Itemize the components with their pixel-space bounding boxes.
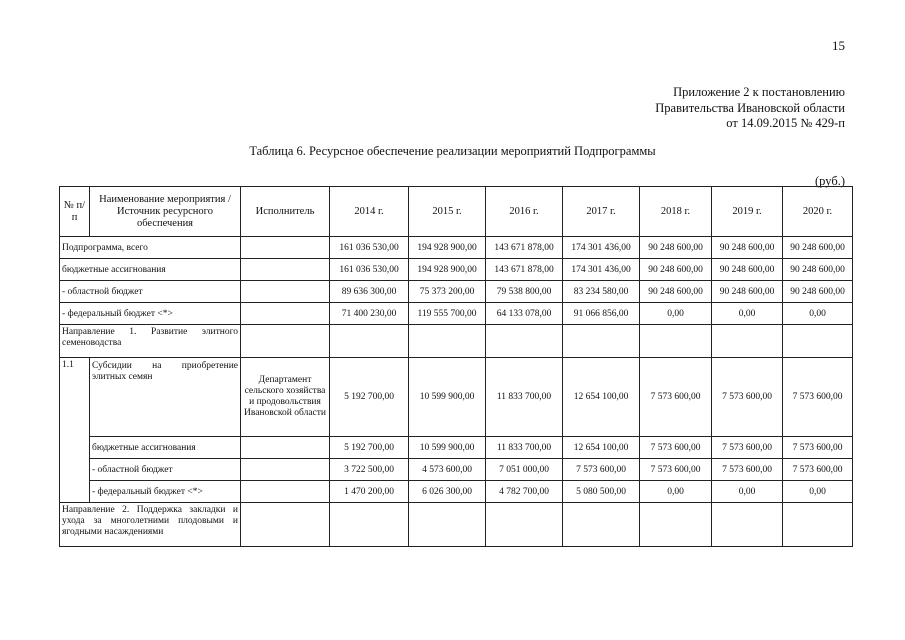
row-value: 194 928 900,00 <box>409 237 486 259</box>
row-value: 90 248 600,00 <box>783 281 853 303</box>
row-value: 7 573 600,00 <box>712 358 783 437</box>
row-value: 10 599 900,00 <box>409 358 486 437</box>
row-value: 7 051 000,00 <box>486 459 563 481</box>
row-executor <box>241 237 330 259</box>
row-executor <box>241 503 330 547</box>
row-value: 64 133 078,00 <box>486 303 563 325</box>
row-name: бюджетные ассигнования <box>90 437 241 459</box>
row-name: - областной бюджет <box>90 459 241 481</box>
appendix-line-1: Приложение 2 к постановлению <box>673 85 845 99</box>
header-year: 2014 г. <box>330 187 409 237</box>
header-executor: Исполнитель <box>241 187 330 237</box>
row-value: 7 573 600,00 <box>783 437 853 459</box>
measure-name: Субсидии на приобретение элитных семян <box>90 358 241 437</box>
row-value: 0,00 <box>640 303 712 325</box>
row-value: 174 301 436,00 <box>563 259 640 281</box>
row-value: 0,00 <box>712 481 783 503</box>
row-executor <box>241 303 330 325</box>
row-value: 7 573 600,00 <box>783 358 853 437</box>
row-value: 12 654 100,00 <box>563 358 640 437</box>
row-value: 143 671 878,00 <box>486 237 563 259</box>
row-value <box>783 325 853 358</box>
row-value <box>330 325 409 358</box>
row-value <box>486 503 563 547</box>
header-year: 2015 г. <box>409 187 486 237</box>
row-value: 90 248 600,00 <box>640 237 712 259</box>
row-value: 90 248 600,00 <box>712 259 783 281</box>
row-value <box>409 503 486 547</box>
row-value <box>486 325 563 358</box>
appendix-line-3: от 14.09.2015 № 429-п <box>726 116 845 130</box>
header-year: 2020 г. <box>783 187 853 237</box>
row-value: 11 833 700,00 <box>486 358 563 437</box>
row-value <box>712 325 783 358</box>
header-year: 2017 г. <box>563 187 640 237</box>
row-value: 7 573 600,00 <box>640 437 712 459</box>
table-title: Таблица 6. Ресурсное обеспечение реализации мероприятий Подпрограммы <box>249 144 656 158</box>
table-row <box>60 281 853 303</box>
row-value: 161 036 530,00 <box>330 259 409 281</box>
row-executor <box>241 459 330 481</box>
row-number: 1.1 <box>60 358 90 503</box>
row-value: 90 248 600,00 <box>712 237 783 259</box>
appendix-header <box>655 85 845 132</box>
row-value: 5 192 700,00 <box>330 358 409 437</box>
row-value: 119 555 700,00 <box>409 303 486 325</box>
row-executor <box>241 481 330 503</box>
row-value: 90 248 600,00 <box>783 237 853 259</box>
row-value: 89 636 300,00 <box>330 281 409 303</box>
row-value: 7 573 600,00 <box>563 459 640 481</box>
row-value: 90 248 600,00 <box>640 281 712 303</box>
table-row <box>60 437 853 459</box>
row-name: бюджетные ассигнования <box>60 259 241 281</box>
row-value: 161 036 530,00 <box>330 237 409 259</box>
table-row-direction <box>60 325 853 358</box>
row-value: 75 373 200,00 <box>409 281 486 303</box>
row-value: 1 470 200,00 <box>330 481 409 503</box>
row-value: 10 599 900,00 <box>409 437 486 459</box>
row-value: 0,00 <box>712 303 783 325</box>
header-year: 2016 г. <box>486 187 563 237</box>
row-value: 11 833 700,00 <box>486 437 563 459</box>
row-value: 5 080 500,00 <box>563 481 640 503</box>
table-row-measure <box>60 358 853 437</box>
row-value: 3 722 500,00 <box>330 459 409 481</box>
row-value <box>563 503 640 547</box>
table-row <box>60 259 853 281</box>
row-executor <box>241 281 330 303</box>
direction-title: Направление 1. Развитие элитного семеноводства <box>60 325 241 358</box>
table-row <box>60 459 853 481</box>
row-value: 0,00 <box>640 481 712 503</box>
row-value: 4 782 700,00 <box>486 481 563 503</box>
row-value: 71 400 230,00 <box>330 303 409 325</box>
row-value: 0,00 <box>783 481 853 503</box>
unit-label: (руб.) <box>815 174 845 188</box>
page-number: 15 <box>832 38 845 53</box>
row-value <box>640 325 712 358</box>
row-value: 12 654 100,00 <box>563 437 640 459</box>
table-row <box>60 303 853 325</box>
measure-executor: Департамент сельского хозяйства и продовольствия Ивановской области <box>241 358 330 437</box>
row-value: 90 248 600,00 <box>783 259 853 281</box>
header-year: 2019 г. <box>712 187 783 237</box>
row-value: 90 248 600,00 <box>712 281 783 303</box>
row-value: 7 573 600,00 <box>640 459 712 481</box>
resources-table <box>59 186 853 547</box>
row-value <box>640 503 712 547</box>
row-value: 4 573 600,00 <box>409 459 486 481</box>
row-value: 0,00 <box>783 303 853 325</box>
row-value: 143 671 878,00 <box>486 259 563 281</box>
row-value <box>563 325 640 358</box>
row-value <box>409 325 486 358</box>
row-name: Подпрограмма, всего <box>60 237 241 259</box>
row-value: 7 573 600,00 <box>712 437 783 459</box>
row-executor <box>241 259 330 281</box>
table-row-direction <box>60 503 853 547</box>
row-executor <box>241 325 330 358</box>
appendix-line-2: Правительства Ивановской области <box>655 100 845 115</box>
header-no: № п/п <box>60 187 90 237</box>
row-value <box>783 503 853 547</box>
row-name: - федеральный бюджет <*> <box>90 481 241 503</box>
direction-title: Направление 2. Поддержка закладки и ухода за многолетними плодовыми и ягодными насаждениями <box>60 503 241 547</box>
row-value: 174 301 436,00 <box>563 237 640 259</box>
table-row <box>60 237 853 259</box>
row-name: - федеральный бюджет <*> <box>60 303 241 325</box>
row-value: 79 538 800,00 <box>486 281 563 303</box>
row-value: 7 573 600,00 <box>783 459 853 481</box>
row-value: 194 928 900,00 <box>409 259 486 281</box>
table-row <box>60 481 853 503</box>
header-year: 2018 г. <box>640 187 712 237</box>
row-value: 6 026 300,00 <box>409 481 486 503</box>
row-value <box>330 503 409 547</box>
row-executor <box>241 437 330 459</box>
header-name: Наименование мероприятия / Источник ресурсного обеспечения <box>90 187 241 237</box>
row-value: 83 234 580,00 <box>563 281 640 303</box>
row-value: 91 066 856,00 <box>563 303 640 325</box>
row-value: 90 248 600,00 <box>640 259 712 281</box>
row-value: 7 573 600,00 <box>640 358 712 437</box>
row-value: 5 192 700,00 <box>330 437 409 459</box>
row-name: - областной бюджет <box>60 281 241 303</box>
header-row <box>60 187 853 237</box>
row-value: 7 573 600,00 <box>712 459 783 481</box>
row-value <box>712 503 783 547</box>
